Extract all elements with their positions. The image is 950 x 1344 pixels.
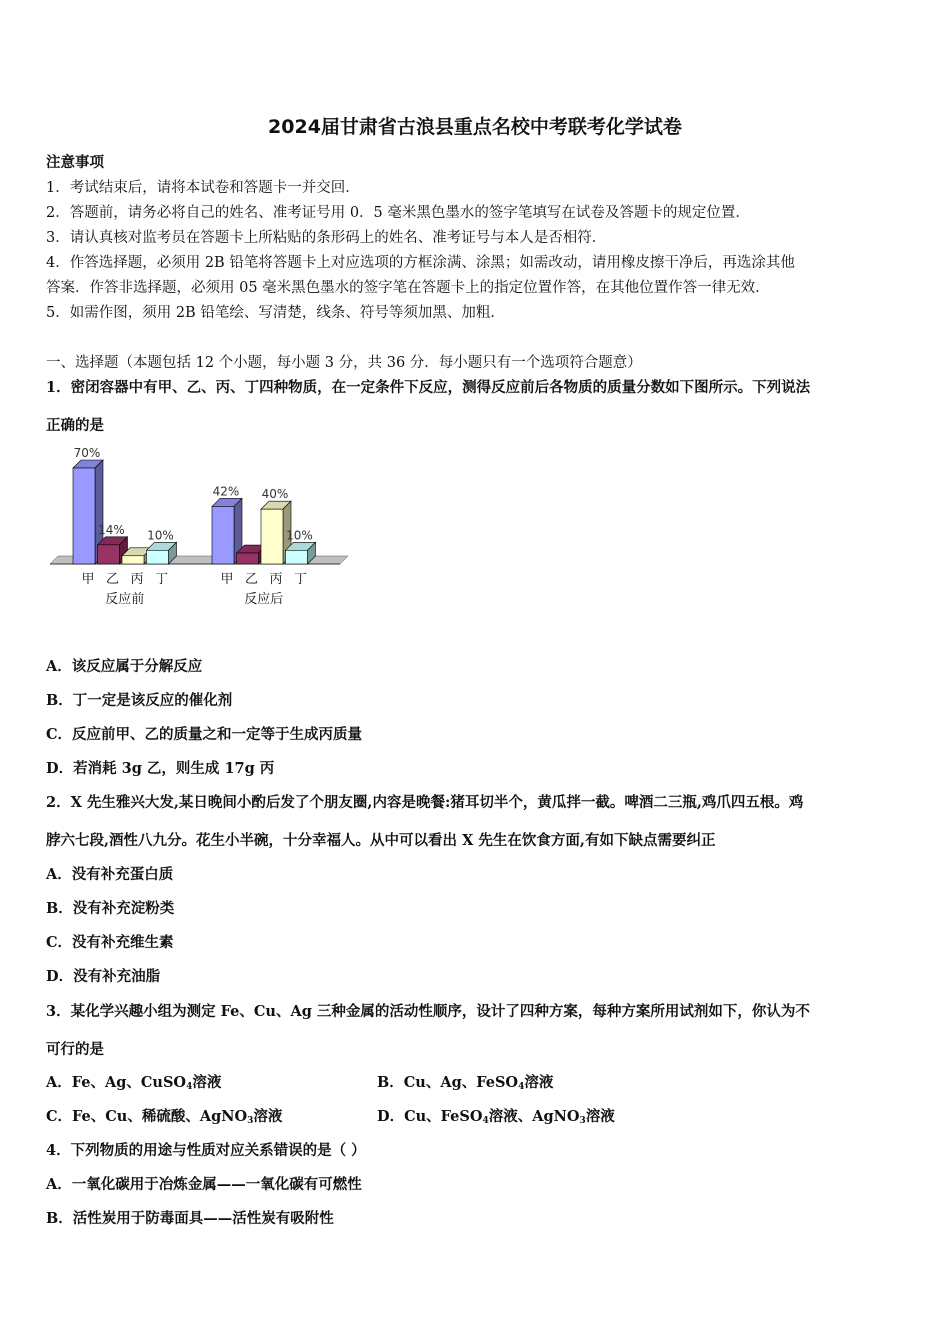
q3-option-d: D．Cu、FeSO$_4$溶液、AgNO$_3$溶液 (377, 1108, 615, 1126)
bar-反应后-甲 (212, 506, 234, 564)
q3-option-b: B．Cu、Ag、FeSO$_4$溶液 (377, 1074, 554, 1092)
page-title: 2024届甘肃省古浪县重点名校中考联考化学试卷 (268, 116, 682, 138)
q1-option-a: A．该反应属于分解反应 (46, 658, 203, 675)
q4-stem: 4．下列物质的用途与性质对应关系错误的是（ ） (46, 1142, 366, 1159)
bar-chart (40, 440, 360, 615)
category-label: 丙 (130, 572, 144, 587)
category-label: 丁 (154, 572, 169, 587)
q1-stem-line2: 正确的是 (46, 417, 104, 434)
bar-反应前-丁 (147, 550, 169, 564)
bar-value-label: 10% (147, 528, 174, 543)
bar-value-label: 14% (98, 522, 125, 537)
category-label: 乙 (105, 572, 120, 587)
bar-反应前-丙 (122, 556, 144, 564)
category-label: 甲 (220, 572, 234, 587)
q2-stem-line1: 2．X 先生雅兴大发,某日晚间小酌后发了个朋友圈,内容是晚餐:猪耳切半个，黄瓜拌一截。啤酒二三瓶,鸡爪四五根。鸡 (46, 794, 804, 811)
q4-option-b: B．活性炭用于防毒面具——活性炭有吸附性 (46, 1210, 334, 1227)
bar-反应后-乙 (237, 553, 259, 564)
q3-option-a: A．Fe、Ag、CuSO$_4$溶液 (46, 1074, 222, 1092)
notice-item: 1．考试结束后，请将本试卷和答题卡一并交回． (46, 180, 360, 196)
bar-反应后-丙 (261, 509, 283, 564)
notice-item: 2．答题前，请务必将自己的姓名、准考证号用 0．5 毫米黑色墨水的签字笔填写在试卷及答题卡的规定位置． (46, 205, 750, 221)
q1-option-c: C．反应前甲、乙的质量之和一定等于生成丙质量 (46, 726, 363, 743)
category-label: 甲 (81, 572, 95, 587)
group-label: 反应前 (105, 592, 145, 607)
q2-option-c: C．没有补充维生素 (46, 934, 174, 951)
notice-heading: 注意事项 (46, 154, 104, 171)
bar-反应后-丁 (286, 550, 308, 564)
q2-option-a: A．没有补充蛋白质 (46, 866, 174, 883)
group-label: 反应后 (244, 592, 284, 607)
bar-反应前-甲 (73, 468, 95, 564)
q2-option-d: D．没有补充油脂 (46, 968, 161, 985)
notice-item: 3．请认真核对监考员在答题卡上所粘贴的条形码上的姓名、准考证号与本人是否相符． (46, 230, 607, 246)
notice-item: 答案．作答非选择题，必须用 05 毫米黑色墨水的签字笔在答题卡上的指定位置作答，在其他位置作答一律无效． (46, 280, 770, 296)
notice-item: 4．作答选择题，必须用 2B 铅笔将答题卡上对应选项的方框涂满、涂黑；如需改动，请用橡皮擦干净后，再选涂其他 (46, 255, 795, 271)
q4-option-a: A．一氧化碳用于冶炼金属——一氧化碳有可燃性 (46, 1176, 362, 1193)
bar-value-label: 40% (261, 487, 289, 502)
q1-option-d: D．若消耗 3g 乙，则生成 17g 丙 (46, 760, 275, 777)
bar-value-label: 10% (286, 528, 313, 543)
category-label: 丙 (269, 572, 283, 587)
q3-stem-line1: 3．某化学兴趣小组为测定 Fe、Cu、Ag 三种金属的活动性顺序，设计了四种方案，每种方案所用试剂如下，你认为不 (46, 1003, 810, 1020)
q3-option-c: C．Fe、Cu、稀硫酸、AgNO$_3$溶液 (46, 1108, 283, 1126)
q1-stem-line1: 1．密闭容器中有甲、乙、丙、丁四种物质，在一定条件下反应，测得反应前后各物质的质量分数如下图所示。下列说法 (46, 379, 811, 396)
bar-value-label: 42% (212, 484, 240, 499)
section-heading: 一、选择题（本题包括 12 个小题，每小题 3 分，共 36 分．每小题只有一个选项符合题意） (46, 355, 642, 371)
q3-stem-line2: 可行的是 (46, 1041, 104, 1058)
bar-反应前-乙 (98, 545, 120, 564)
notice-item: 5．如需作图，须用 2B 铅笔绘、写清楚，线条、符号等须加黑、加粗． (46, 305, 505, 321)
category-label: 丁 (293, 572, 308, 587)
bar-value-label: 70% (73, 446, 101, 460)
q2-stem-line2: 脖六七段,酒性八九分。花生小半碗，十分幸福人。从中可以看出 X 先生在饮食方面,有如下缺点需要纠正 (46, 832, 716, 849)
category-label: 乙 (244, 572, 259, 587)
q2-option-b: B．没有补充淀粉类 (46, 900, 175, 917)
q1-option-b: B．丁一定是该反应的催化剂 (46, 692, 233, 709)
